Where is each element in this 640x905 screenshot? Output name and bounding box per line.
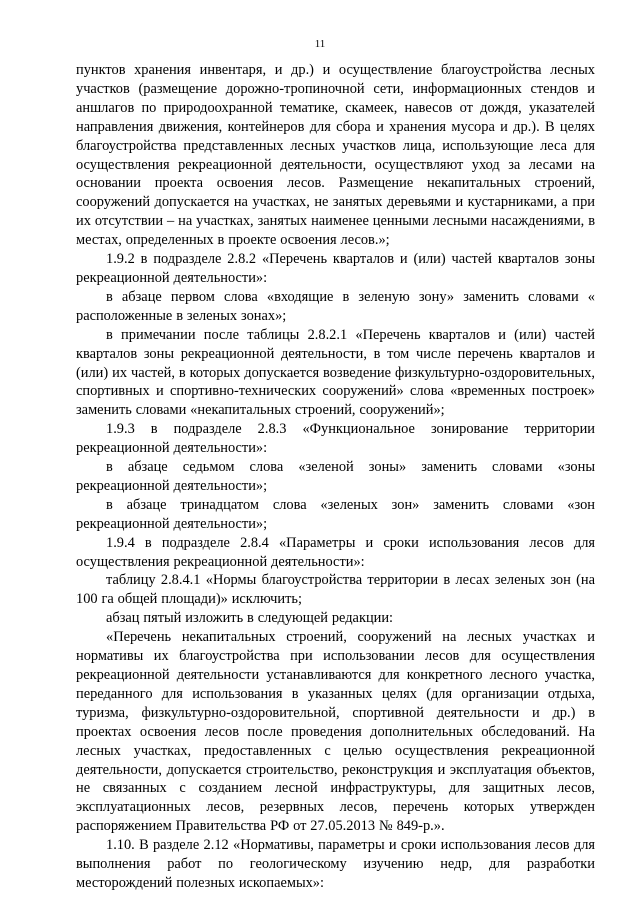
paragraph-first-abzac: в абзаце первом слова «входящие в зеленую зону» заменить словами « расположенные в зеленых зонах»; (76, 288, 595, 324)
paragraph-quoted-list: «Перечень некапитальных строений, сооружений на лесных участках и нормативы их благоустройства при использовании лесов для осуществления рекреационной деятельности устанавливаются для конкретного лесного участка, переданного для использования в указанных целях (для организации отдыха, туризма, физкультурно-оздоровительной, спортивной деятельности и др.) в проектах освоения лесов после проведения дополнительных обследований. На лесных участках, предоставленных с целью осуществления рекреационной деятельности, допускается строительство, реконструкция и эксплуатация объектов, не связанных с созданием лесной инфраструктуры, для защитных лесов, эксплуатационных лесов, резервных лесов, перечень которых утвержден распоряжением Правительства РФ от 27.05.2013 № 849-р.». (76, 629, 595, 835)
paragraph-table-2-8-4-1: таблицу 2.8.4.1 «Нормы благоустройства территории в лесах зеленых зон (на 100 га общей площади)» исключить; (76, 572, 595, 608)
paragraph-fifth-abzac: абзац пятый изложить в следующей редакции: (106, 610, 394, 627)
body-text (76, 61, 595, 893)
page-number: 11 (314, 38, 326, 50)
paragraph-continuation: пунктов хранения инвентаря, и др.) и осуществление благоустройства лесных участков (размещение дорожно-тропиночной сети, информационных стендов и аншлагов по природоохранной тематике, скамеек, навесов от дождя, указателей направления движения, контейнеров для сбора и хранения мусора и др.). В целях благоустройства представленных лесных участков лица, использующие леса для осуществления рекреационной деятельности, осуществляют уход за лесами на основании проекта освоения лесов. Размещение некапитальных строений, сооружений допускается на участках, не занятых деревьями и кустарниками, а при их отсутствии – на участках, занятых наименее ценными лесными насаждениями, в местах, определенных в проекте освоения лесов.»; (76, 62, 595, 249)
paragraph-thirteenth-abzac: в абзаце тринадцатом слова «зеленых зон» заменить словами «зон рекреационной деятельности»; (76, 496, 595, 532)
paragraph-1-9-3: 1.9.3 в подразделе 2.8.3 «Функциональное зонирование территории рекреационной деятельности»: (76, 421, 595, 457)
paragraph-seventh-abzac: в абзаце седьмом слова «зеленой зоны» заменить словами «зоны рекреационной деятельности»; (76, 459, 595, 494)
paragraph-1-9-4: 1.9.4 в подразделе 2.8.4 «Параметры и сроки использования лесов для осуществления рекреационной деятельности»: (76, 534, 595, 570)
paragraph-1-9-2: 1.9.2 в подразделе 2.8.2 «Перечень кварталов и (или) частей кварталов зоны рекреационной деятельности»: (76, 251, 595, 286)
paragraph-note-table-2-8-2-1: в примечании после таблицы 2.8.2.1 «Перечень кварталов и (или) частей кварталов зоны рекреационной деятельности, в том числе перечень кварталов и (или) их частей, в которых допускается возведение физкультурно-оздоровительных, спортивных и спортивно-технических сооружений» слова «временных построек» заменить словами «некапитальных строений, сооружений»; (76, 326, 595, 419)
paragraph-1-10: 1.10. В разделе 2.12 «Нормативы, параметры и сроки использования лесов для выполнения работ по геологическому изучению недр, для разработки месторождений полезных ископаемых»: (76, 837, 595, 891)
